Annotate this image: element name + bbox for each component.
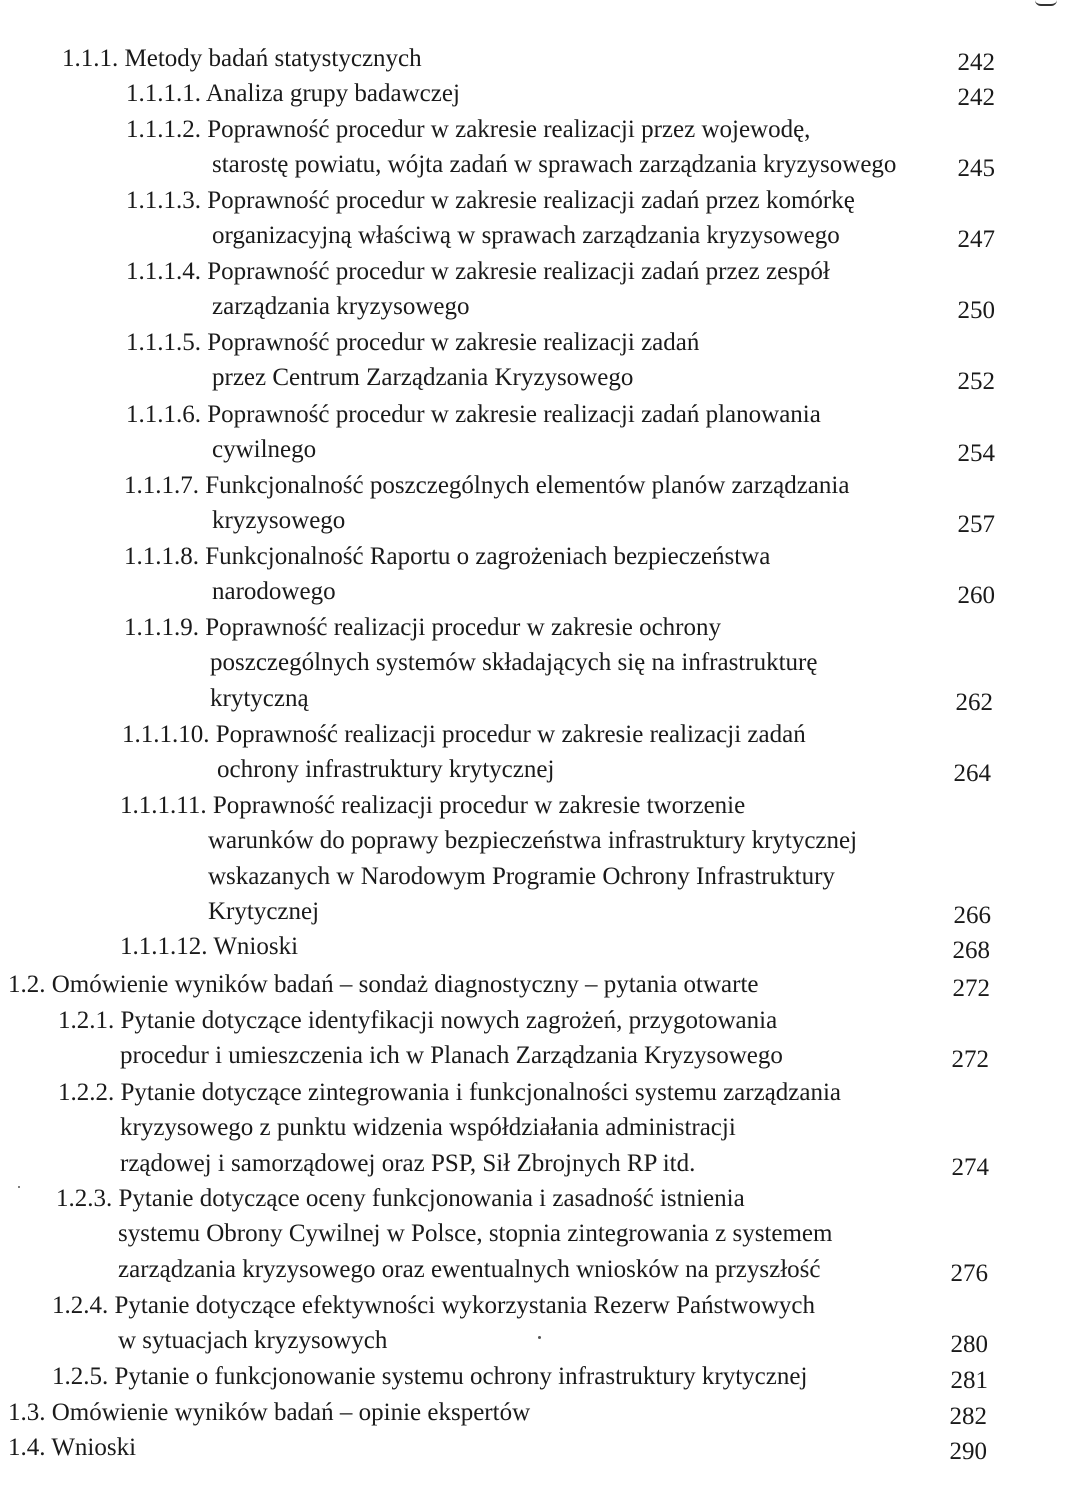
toc-entry-continuation-line: w sytuacjach kryzysowych (118, 1327, 388, 1355)
toc-entry-number: 1.1.1.5. (126, 329, 201, 356)
toc-entry-title: Funkcjonalność Raportu o zagrożeniach bezpieczeństwa (205, 543, 771, 570)
toc-entry-page-number: 274 (951, 1153, 989, 1181)
toc-entry-continuation-line: zarządzania kryzysowego oraz ewentualnych wniosków na przyszłość (118, 1255, 821, 1283)
toc-entry-page-number: 280 (950, 1331, 988, 1359)
toc-entry-page-number: 281 (950, 1367, 988, 1394)
toc-entry-page-number: 272 (951, 1046, 989, 1074)
toc-entry-title: Metody badań statystycznych (124, 45, 422, 72)
toc-entry-number: 1.1.1.2. (126, 116, 201, 143)
toc-entry-page-number: 268 (952, 937, 990, 964)
toc-entry-first-line (8, 1431, 136, 1465)
toc-entry-first-line (126, 113, 810, 147)
toc-entry-number: 1.2.2. (58, 1079, 115, 1106)
toc-entry-first-line (52, 1289, 815, 1323)
toc-entry-first-line (58, 1076, 841, 1110)
toc-entry-continuation-line: krytyczną (210, 684, 309, 712)
toc-entry-continuation-line: rządowej i samorządowej oraz PSP, Sił Zbrojnych RP itd. (120, 1149, 696, 1177)
toc-entry-number: 1.1.1.10. (122, 721, 210, 748)
toc-entry-page-number: 257 (957, 511, 995, 539)
toc-entry-page-number: 276 (950, 1259, 988, 1287)
toc-entry-page-number: 264 (953, 760, 991, 788)
toc-entry-first-line (124, 611, 721, 645)
toc-entry-title: Pytanie dotyczące efektywności wykorzystania Rezerw Państwowych (114, 1292, 815, 1319)
toc-entry-title: Pytanie dotyczące oceny funkcjonowania i zasadność istnienia (118, 1185, 745, 1212)
toc-entry-first-line (62, 42, 422, 76)
toc-entry-continuation-line: organizacyjną właściwą w sprawach zarządzania kryzysowego (212, 222, 840, 250)
toc-entry-page-number: 250 (957, 297, 995, 325)
toc-entry-first-line (124, 540, 770, 574)
toc-entry-page-number: 260 (957, 582, 995, 610)
toc-entry-title: Wnioski (213, 933, 299, 960)
toc-entry-number: 1.2.1. (58, 1007, 115, 1034)
toc-entry-number: 1.1.1.12. (120, 933, 208, 960)
toc-entry-number: 1.2.3. (56, 1185, 113, 1212)
toc-entry-title: Poprawność realizacji procedur w zakresie ochrony (205, 614, 721, 641)
toc-entry-first-line (120, 789, 745, 823)
toc-entry-first-line (58, 1004, 777, 1038)
toc-entry-first-line (126, 326, 699, 360)
toc-entry-number: 1.1.1.6. (126, 401, 201, 428)
toc-entry-number: 1.1.1.11. (120, 792, 207, 819)
toc-entry-first-line (8, 968, 759, 1002)
toc-entry-page-number: 290 (949, 1438, 987, 1465)
toc-entry-continuation-line: procedur i umieszczenia ich w Planach Zarządzania Kryzysowego (120, 1042, 783, 1070)
toc-entry-number: 1.1.1.7. (124, 472, 199, 499)
toc-entry-number: 1.2.4. (52, 1292, 109, 1319)
toc-entry-title: Pytanie dotyczące identyfikacji nowych zagrożeń, przygotowania (120, 1007, 778, 1034)
toc-entry-title: Poprawność procedur w zakresie realizacji zadań (207, 329, 700, 356)
scan-speck (538, 1336, 541, 1339)
toc-entry-number: 1.1.1.1. (126, 80, 201, 107)
toc-entry-continuation-line: kryzysowego z punktu widzenia współdziałania administracji (120, 1114, 736, 1142)
toc-entry-continuation-line: kryzysowego (212, 507, 346, 535)
toc-entry-page-number: 242 (957, 49, 995, 76)
toc-entry-first-line (126, 255, 830, 289)
toc-entry-first-line (56, 1182, 745, 1216)
toc-entry-title: Funkcjonalność poszczególnych elementów planów zarządzania (205, 472, 850, 499)
toc-entry-continuation-line: poszczególnych systemów składających się na infrastrukturę (210, 649, 818, 677)
toc-entry-page-number: 247 (957, 226, 995, 254)
toc-entry-number: 1.1.1.4. (126, 258, 201, 285)
toc-entry-title: Analiza grupy badawczej (205, 80, 460, 107)
toc-entry-number: 1.2.5. (52, 1363, 109, 1390)
toc-entry-number: 1.3. (8, 1399, 46, 1426)
toc-entry-title: Wnioski (51, 1434, 137, 1461)
toc-entry-title: Pytanie dotyczące zintegrowania i funkcjonalności systemu zarządzania (120, 1079, 842, 1106)
toc-entry-title: Omówienie wyników badań – opinie ekspertów (51, 1399, 531, 1426)
toc-entry-title: Poprawność procedur w zakresie realizacji zadań planowania (207, 401, 821, 428)
toc-entry-continuation-line: ochrony infrastruktury krytycznej (217, 756, 555, 784)
toc-entry-continuation-line: wskazanych w Narodowym Programie Ochrony Infrastruktury (208, 862, 835, 890)
toc-entry-first-line (52, 1360, 807, 1394)
toc-entry-first-line (122, 718, 806, 752)
toc-entry-continuation-line: przez Centrum Zarządzania Kryzysowego (212, 364, 634, 392)
scan-speck (18, 1186, 20, 1188)
toc-entry-page-number: 245 (957, 155, 995, 183)
toc-entry-continuation-line: starostę powiatu, wójta zadań w sprawach zarządzania kryzysowego (212, 151, 897, 179)
toc-entry-number: 1.1.1.8. (124, 543, 199, 570)
toc-entry-first-line (124, 469, 849, 503)
toc-entry-number: 1.1.1.3. (126, 187, 201, 214)
toc-entry-continuation-line: zarządzania kryzysowego (212, 293, 470, 321)
page-corner-mark (1035, 0, 1057, 6)
toc-entry-title: Poprawność realizacji procedur w zakresie realizacji zadań (215, 721, 806, 748)
toc-entry-title: Poprawność procedur w zakresie realizacji przez wojewodę, (207, 116, 811, 143)
toc-entry-number: 1.2. (8, 971, 46, 998)
toc-entry-first-line (126, 184, 855, 218)
toc-entry-title: Poprawność realizacji procedur w zakresie tworzenie (212, 792, 746, 819)
toc-entry-title: Poprawność procedur w zakresie realizacji zadań przez zespół (207, 258, 830, 285)
toc-entry-first-line (8, 1396, 530, 1430)
toc-entry-page-number: 266 (953, 902, 991, 930)
toc-entry-page-number: 282 (949, 1403, 987, 1430)
toc-entry-continuation-line: cywilnego (212, 436, 317, 464)
toc-entry-continuation-line: warunków do poprawy bezpieczeństwa infrastruktury krytycznej (208, 827, 858, 855)
toc-entry-first-line (120, 930, 298, 964)
toc-entry-title: Poprawność procedur w zakresie realizacji zadań przez komórkę (207, 187, 855, 214)
toc-entry-continuation-line: narodowego (212, 578, 336, 606)
toc-entry-continuation-line: systemu Obrony Cywilnej w Polsce, stopnia zintegrowania z systemem (118, 1220, 833, 1248)
toc-entry-page-number: 254 (957, 440, 995, 468)
toc-entry-number: 1.1.1. (62, 45, 119, 72)
toc-entry-first-line (126, 398, 821, 432)
toc-entry-continuation-line: Krytycznej (208, 898, 320, 926)
toc-entry-page-number: 242 (957, 84, 995, 111)
toc-entry-title: Pytanie o funkcjonowanie systemu ochrony infrastruktury krytycznej (114, 1363, 808, 1390)
toc-entry-page-number: 252 (957, 368, 995, 396)
toc-entry-number: 1.4. (8, 1434, 46, 1461)
toc-entry-page-number: 272 (952, 975, 990, 1002)
toc-entry-number: 1.1.1.9. (124, 614, 199, 641)
toc-entry-title: Omówienie wyników badań – sondaż diagnostyczny – pytania otwarte (51, 971, 759, 998)
toc-entry-page-number: 262 (955, 688, 993, 716)
toc-entry-first-line (126, 77, 460, 111)
